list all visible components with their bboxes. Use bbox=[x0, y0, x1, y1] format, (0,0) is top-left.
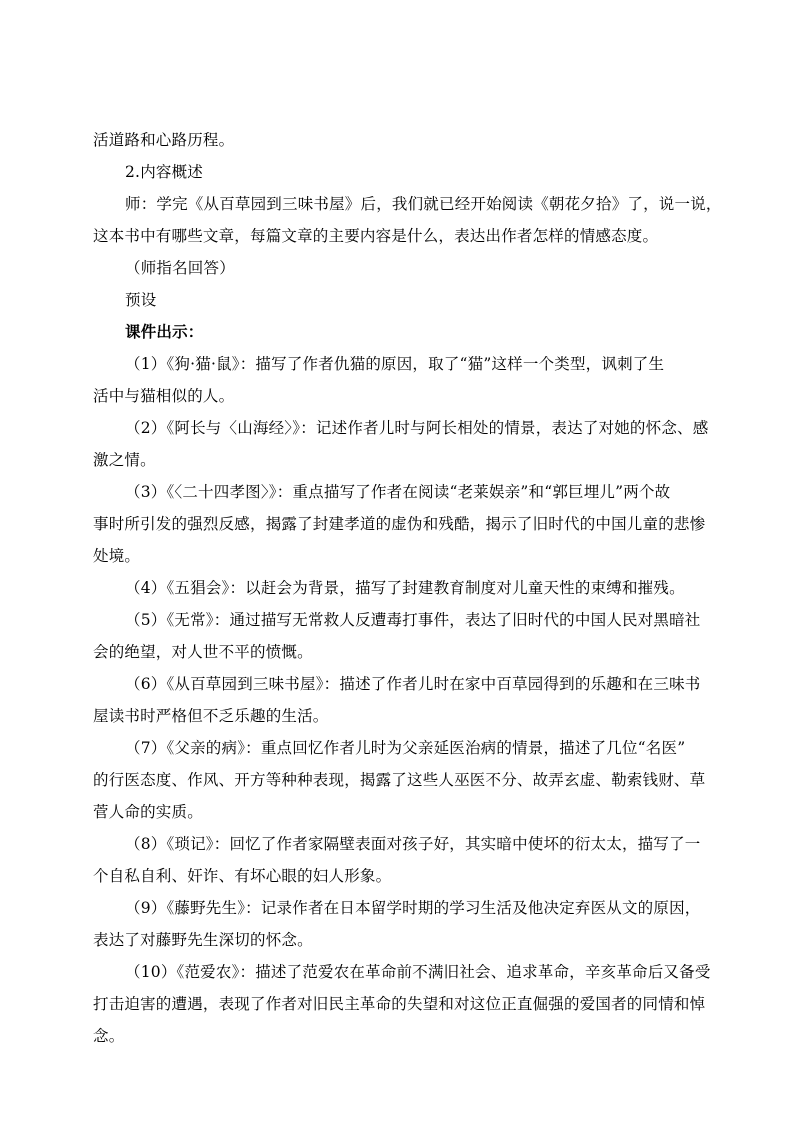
text-line: 事时所引发的强烈反感，揭露了封建孝道的虚伪和残酷，揭示了旧时代的中国儿童的悲惨 bbox=[93, 515, 706, 533]
text-line: 师：学完《从百草园到三味书屋》后，我们就已经开始阅读《朝花夕拾》了，说一说， bbox=[125, 195, 722, 213]
text-line: 活道路和心路历程。 bbox=[93, 131, 235, 149]
text-line: （3）《〈二十四孝图〉》：重点描写了作者在阅读“老莱娱亲”和“郭巨埋儿”两个故 bbox=[125, 483, 671, 501]
text-line: 会的绝望，对人世不平的愤慨。 bbox=[93, 643, 313, 661]
text-line: 的行医态度、作风、开方等种种表现，揭露了这些人巫医不分、故弄玄虚、勒索钱财、草 bbox=[93, 771, 706, 789]
section-heading: 2.内容概述 bbox=[125, 163, 203, 181]
text-line: （师指名回答） bbox=[125, 259, 235, 277]
text-line: （4）《五猖会》：以赶会为背景，描写了封建教育制度对儿童天性的束缚和摧残。 bbox=[125, 579, 685, 597]
text-line: 这本书中有哪些文章，每篇文章的主要内容是什么，表达出作者怎样的情感态度。 bbox=[93, 227, 659, 245]
text-line: （7）《父亲的病》：重点回忆作者儿时为父亲延医治病的情景，描述了几位“名医” bbox=[125, 739, 686, 757]
text-line: 打击迫害的遭遇，表现了作者对旧民主革命的失望和对这位正直倔强的爱国者的同情和悼 bbox=[93, 995, 706, 1013]
text-line: 念。 bbox=[93, 1027, 125, 1045]
text-line: （9）《藤野先生》：记录作者在日本留学时期的学习生活及他决定弃医从文的原因， bbox=[125, 899, 701, 917]
text-line: 个自私自利、奸诈、有坏心眼的妇人形象。 bbox=[93, 867, 392, 885]
text-line: 激之情。 bbox=[93, 451, 156, 469]
text-line: （2）《阿长与〈山海经〉》：记述作者儿时与阿长相处的情景，表达了对她的怀念、感 bbox=[125, 419, 709, 437]
text-line: （1）《狗·猫·鼠》：描写了作者仇猫的原因，取了“猫”这样一个类型，讽刺了生 bbox=[125, 355, 665, 373]
text-line: （5）《无常》：通过描写无常救人反遭毒打事件，表达了旧时代的中国人民对黑暗社 bbox=[125, 611, 701, 629]
text-line: 预设 bbox=[125, 291, 157, 309]
text-line: 表达了对藤野先生深切的怀念。 bbox=[93, 931, 313, 949]
text-line: （8）《琐记》：回忆了作者家隔壁表面对孩子好，其实暗中使坏的衍太太，描写了一 bbox=[125, 835, 701, 853]
text-line: 屋读书时严格但不乏乐趣的生活。 bbox=[93, 707, 329, 725]
text-line: 菅人命的实质。 bbox=[93, 803, 203, 821]
text-line: 活中与猫相似的人。 bbox=[93, 387, 235, 405]
text-line: （6）《从百草园到三味书屋》：描述了作者儿时在家中百草园得到的乐趣和在三味书 bbox=[125, 675, 701, 693]
text-line: 处境。 bbox=[93, 547, 141, 565]
text-line: （10）《范爱农》：描述了范爱农在革命前不满旧社会、追求革命，辛亥革命后又备受 bbox=[125, 963, 711, 981]
courseware-heading: 课件出示： bbox=[125, 322, 204, 341]
